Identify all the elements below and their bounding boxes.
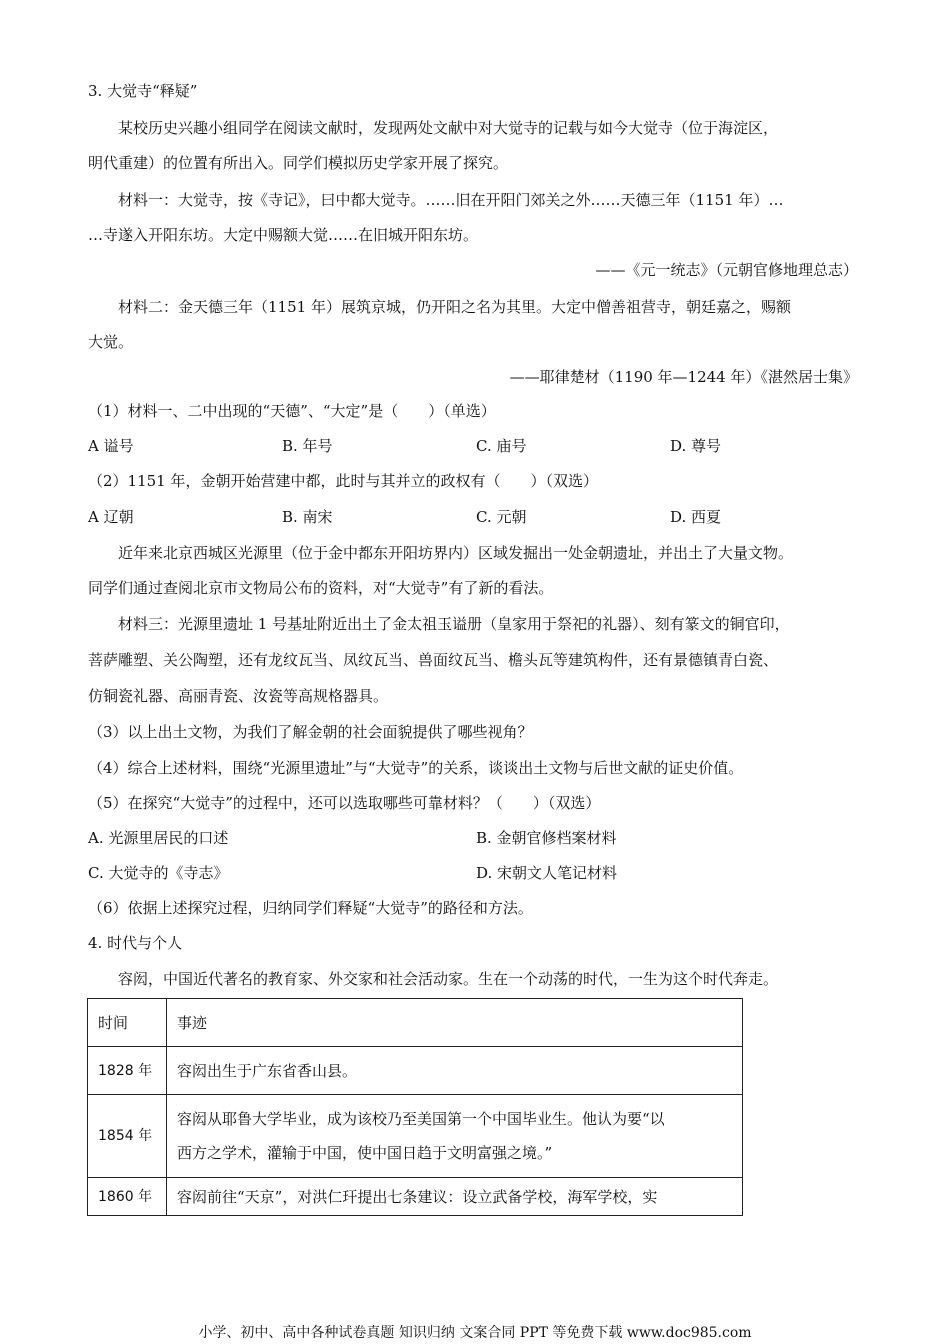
q1-option-d: D. 尊号 bbox=[670, 437, 722, 455]
section4-heading: 4. 时代与个人 bbox=[88, 934, 183, 952]
table-row bbox=[88, 1047, 743, 1095]
row-events bbox=[167, 1047, 743, 1095]
page-footer: 小学、初中、高中各种试卷真题 知识归纳 文案合同 PPT 等免费下载 www.doc985.com bbox=[198, 1325, 752, 1341]
row-events bbox=[167, 1178, 743, 1216]
header-events: 事迹 bbox=[167, 999, 743, 1047]
table-row bbox=[88, 1095, 743, 1178]
q5-option-c: C. 大觉寺的《寺志》 bbox=[88, 864, 229, 882]
q5-option-b: B. 金朝官修档案材料 bbox=[476, 829, 617, 847]
row-time: 1854 年 bbox=[88, 1095, 167, 1178]
timeline-table bbox=[87, 998, 743, 1216]
material2-line: 大觉。 bbox=[88, 333, 134, 351]
discovery-line: 近年来北京西城区光源里（位于金中都东开阳坊界内）区域发掘出一处金朝遗址，并出土了大量文物。 bbox=[118, 544, 794, 562]
event-line: 西方之学术，灌输于中国，使中国日趋于文明富强之境。” bbox=[177, 1144, 553, 1162]
question-1: （1）材料一、二中出现的“天德”、“大定”是（ ）（单选） bbox=[88, 402, 496, 420]
header-time: 时间 bbox=[88, 999, 167, 1047]
event-line: 容闳前往“天京”，对洪仁玕提出七条建议：设立武备学校，海军学校，实 bbox=[177, 1187, 658, 1206]
material1-line: …寺遂入开阳东坊。大定中赐额大觉……在旧城开阳东坊。 bbox=[88, 226, 479, 244]
material1-source: ——《元一统志》（元朝官修地理总志） bbox=[595, 261, 858, 279]
row-time: 1828 年 bbox=[88, 1047, 167, 1095]
question-2: （2）1151 年，金朝开始营建中都，此时与其并立的政权有（ ）（双选） bbox=[88, 472, 598, 490]
event-line: 容闳从耶鲁大学毕业，成为该校乃至美国第一个中国毕业生。他认为要“以 bbox=[177, 1110, 665, 1128]
section4-intro: 容闳，中国近代著名的教育家、外交家和社会活动家。生在一个动荡的时代，一生为这个时代奔走。 bbox=[118, 970, 779, 988]
material1-line: 材料一：大觉寺，按《寺记》，曰中都大觉寺。……旧在开阳门郊关之外……天德三年（1151 年）… bbox=[118, 191, 784, 209]
material3-line: 仿铜瓷礼器、高丽青瓷、汝瓷等高规格器具。 bbox=[88, 687, 389, 705]
table-header-row bbox=[88, 999, 743, 1047]
q2-option-d: D. 西夏 bbox=[670, 508, 722, 526]
question-5: （5）在探究“大觉寺”的过程中，还可以选取哪些可靠材料？（ ）（双选） bbox=[88, 794, 601, 812]
row-time: 1860 年 bbox=[88, 1178, 167, 1216]
question-4: （4）综合上述材料，围绕“光源里遗址”与“大觉寺”的关系，谈谈出土文物与后世文献的证史价值。 bbox=[88, 759, 744, 777]
q5-option-d: D. 宋朝文人笔记材料 bbox=[476, 864, 618, 882]
section3-intro-line: 某校历史兴趣小组同学在阅读文献时，发现两处文献中对大觉寺的记载与如今大觉寺（位于海淀区， bbox=[118, 119, 779, 137]
material3-line: 菩萨雕塑、关公陶塑，还有龙纹瓦当、凤纹瓦当、兽面纹瓦当、檐头瓦等建筑构件，还有景德镇青白瓷、 bbox=[88, 651, 779, 669]
q1-option-a: A 谥号 bbox=[88, 437, 134, 455]
question-6: （6）依据上述探究过程，归纳同学们释疑“大觉寺”的路径和方法。 bbox=[88, 899, 533, 917]
q1-option-b: B. 年号 bbox=[282, 437, 333, 455]
material2-source: ——耶律楚材（1190 年—1244 年）《湛然居士集》 bbox=[509, 368, 858, 386]
material2-line: 材料二：金天德三年（1151 年）展筑京城，仍开阳之名为其里。大定中僧善祖营寺，朝廷嘉之，赐额 bbox=[118, 298, 791, 316]
material3-line: 材料三：光源里遗址 1 号基址附近出土了金太祖玉谥册（皇家用于祭祀的礼器）、刻有篆文的铜官印， bbox=[118, 615, 790, 633]
discovery-line: 同学们通过查阅北京市文物局公布的资料，对“大觉寺”有了新的看法。 bbox=[88, 579, 554, 597]
event-line: 容闳出生于广东省香山县。 bbox=[177, 1061, 358, 1080]
q5-option-a: A. 光源里居民的口述 bbox=[88, 829, 229, 847]
q2-option-b: B. 南宋 bbox=[282, 508, 333, 526]
q2-option-c: C. 元朝 bbox=[476, 508, 527, 526]
q1-option-c: C. 庙号 bbox=[476, 437, 527, 455]
row-events bbox=[167, 1095, 743, 1178]
table-row bbox=[88, 1178, 743, 1216]
section3-heading: 3. 大觉寺“释疑” bbox=[88, 82, 198, 100]
q2-option-a: A 辽朝 bbox=[88, 508, 134, 526]
section3-intro-line: 明代重建）的位置有所出入。同学们模拟历史学家开展了探究。 bbox=[88, 154, 509, 172]
question-3: （3）以上出土文物，为我们了解金朝的社会面貌提供了哪些视角？ bbox=[88, 723, 533, 741]
